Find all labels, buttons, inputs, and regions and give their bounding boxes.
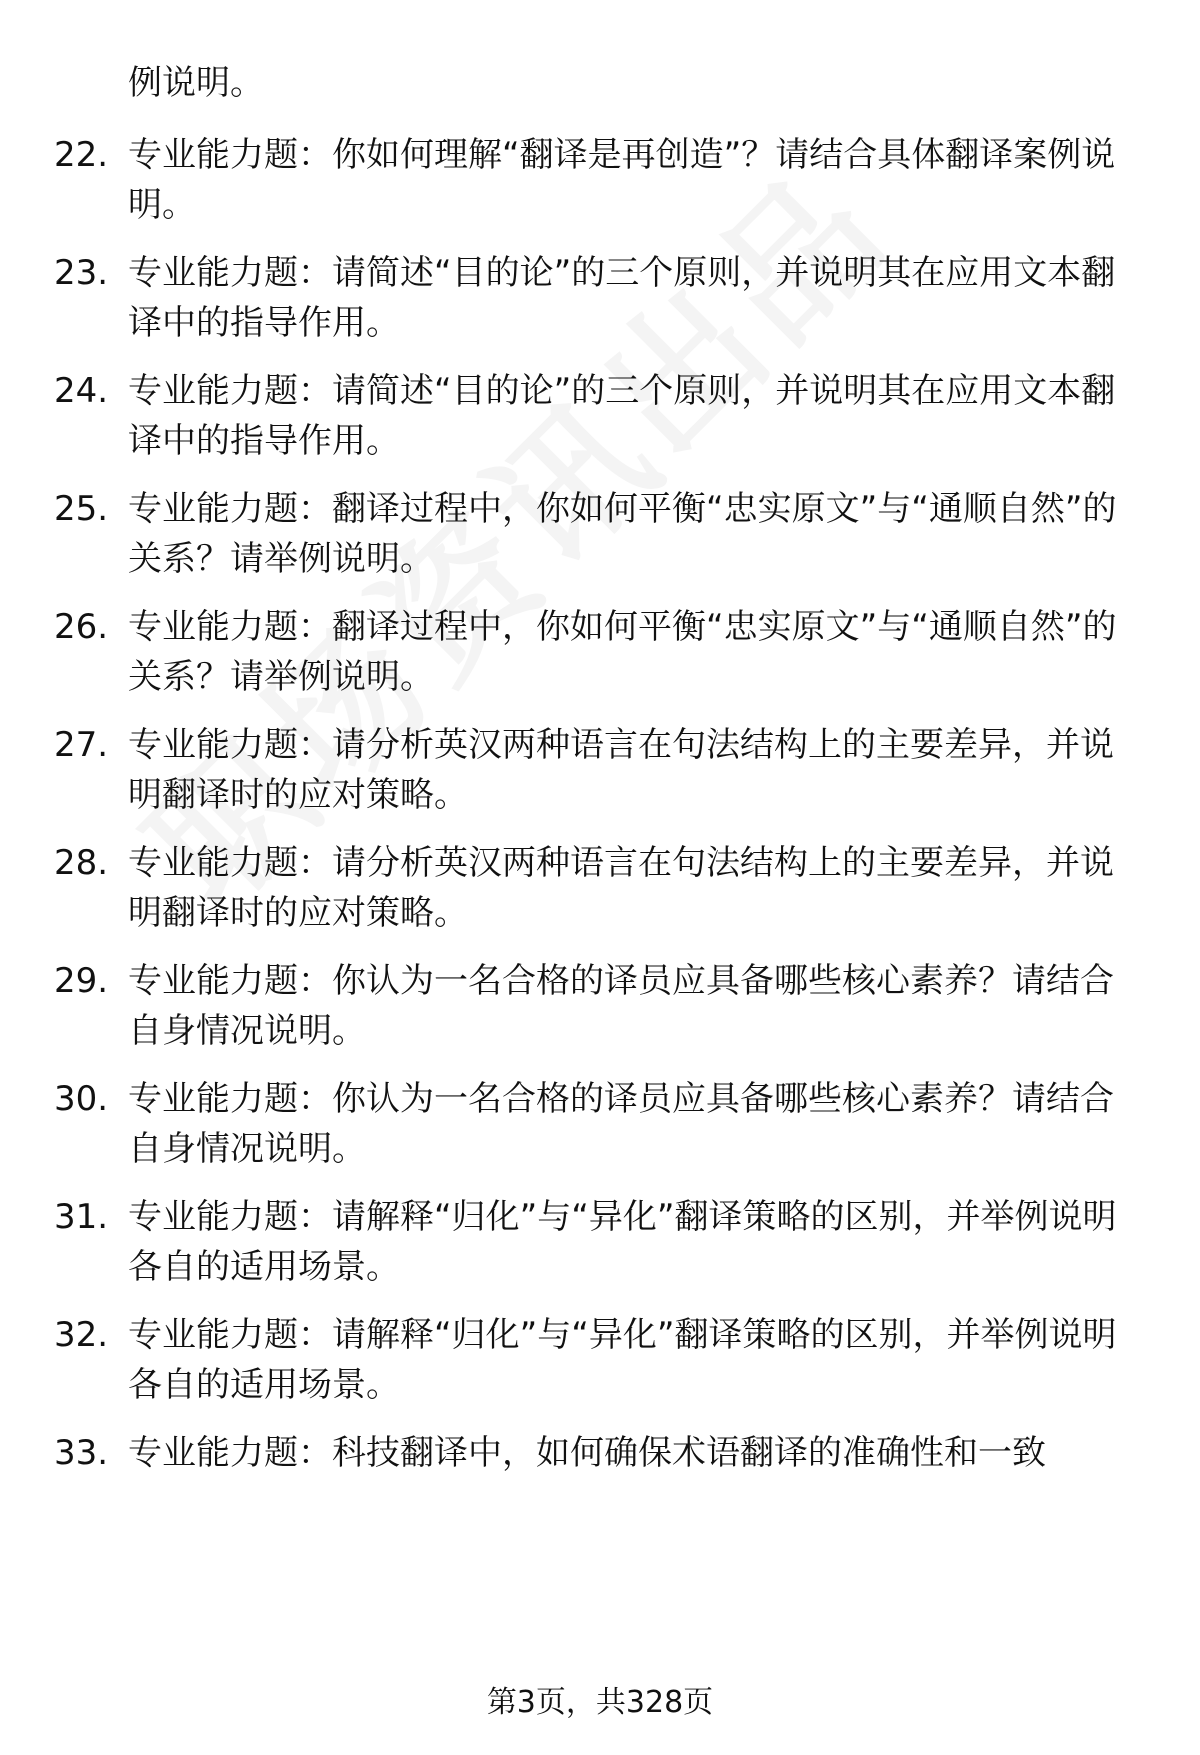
question-number: 24.: [54, 371, 109, 411]
continuation-text: 例说明。: [128, 63, 264, 103]
question-text: 专业能力题：翻译过程中，你如何平衡“忠实原文”与“通顺自然”的关系？请举例说明。: [128, 607, 1117, 697]
question-number: 30.: [54, 1079, 109, 1119]
question-number: 32.: [54, 1315, 109, 1355]
question-number: 25.: [54, 489, 109, 529]
question-text: 专业能力题：请解释“归化”与“异化”翻译策略的区别，并举例说明各自的适用场景。: [128, 1315, 1117, 1405]
question-text: 专业能力题：你如何理解“翻译是再创造”？请结合具体翻译案例说明。: [128, 135, 1116, 225]
question-number: 33.: [54, 1433, 109, 1473]
question-number: 23.: [54, 253, 109, 293]
question-number: 28.: [54, 843, 109, 883]
question-text: 专业能力题：请解释“归化”与“异化”翻译策略的区别，并举例说明各自的适用场景。: [128, 1197, 1117, 1287]
question-number: 31.: [54, 1197, 109, 1237]
page-footer: 第3页，共328页: [486, 1685, 714, 1720]
question-text: 专业能力题：请分析英汉两种语言在句法结构上的主要差异，并说明翻译时的应对策略。: [128, 843, 1114, 933]
question-number: 29.: [54, 961, 109, 1001]
question-text: 专业能力题：翻译过程中，你如何平衡“忠实原文”与“通顺自然”的关系？请举例说明。: [128, 489, 1117, 579]
question-text: 专业能力题：你认为一名合格的译员应具备哪些核心素养？请结合自身情况说明。: [128, 961, 1114, 1051]
question-number: 26.: [54, 607, 109, 647]
question-text: 专业能力题：请简述“目的论”的三个原则，并说明其在应用文本翻译中的指导作用。: [128, 253, 1116, 343]
question-text: 专业能力题：科技翻译中，如何确保术语翻译的准确性和一致: [128, 1433, 1046, 1473]
question-text: 专业能力题：你认为一名合格的译员应具备哪些核心素养？请结合自身情况说明。: [128, 1079, 1114, 1169]
question-text: 专业能力题：请简述“目的论”的三个原则，并说明其在应用文本翻译中的指导作用。: [128, 371, 1116, 461]
question-number: 27.: [54, 725, 109, 765]
question-text: 专业能力题：请分析英汉两种语言在句法结构上的主要差异，并说明翻译时的应对策略。: [128, 725, 1114, 815]
question-number: 22.: [54, 135, 109, 175]
